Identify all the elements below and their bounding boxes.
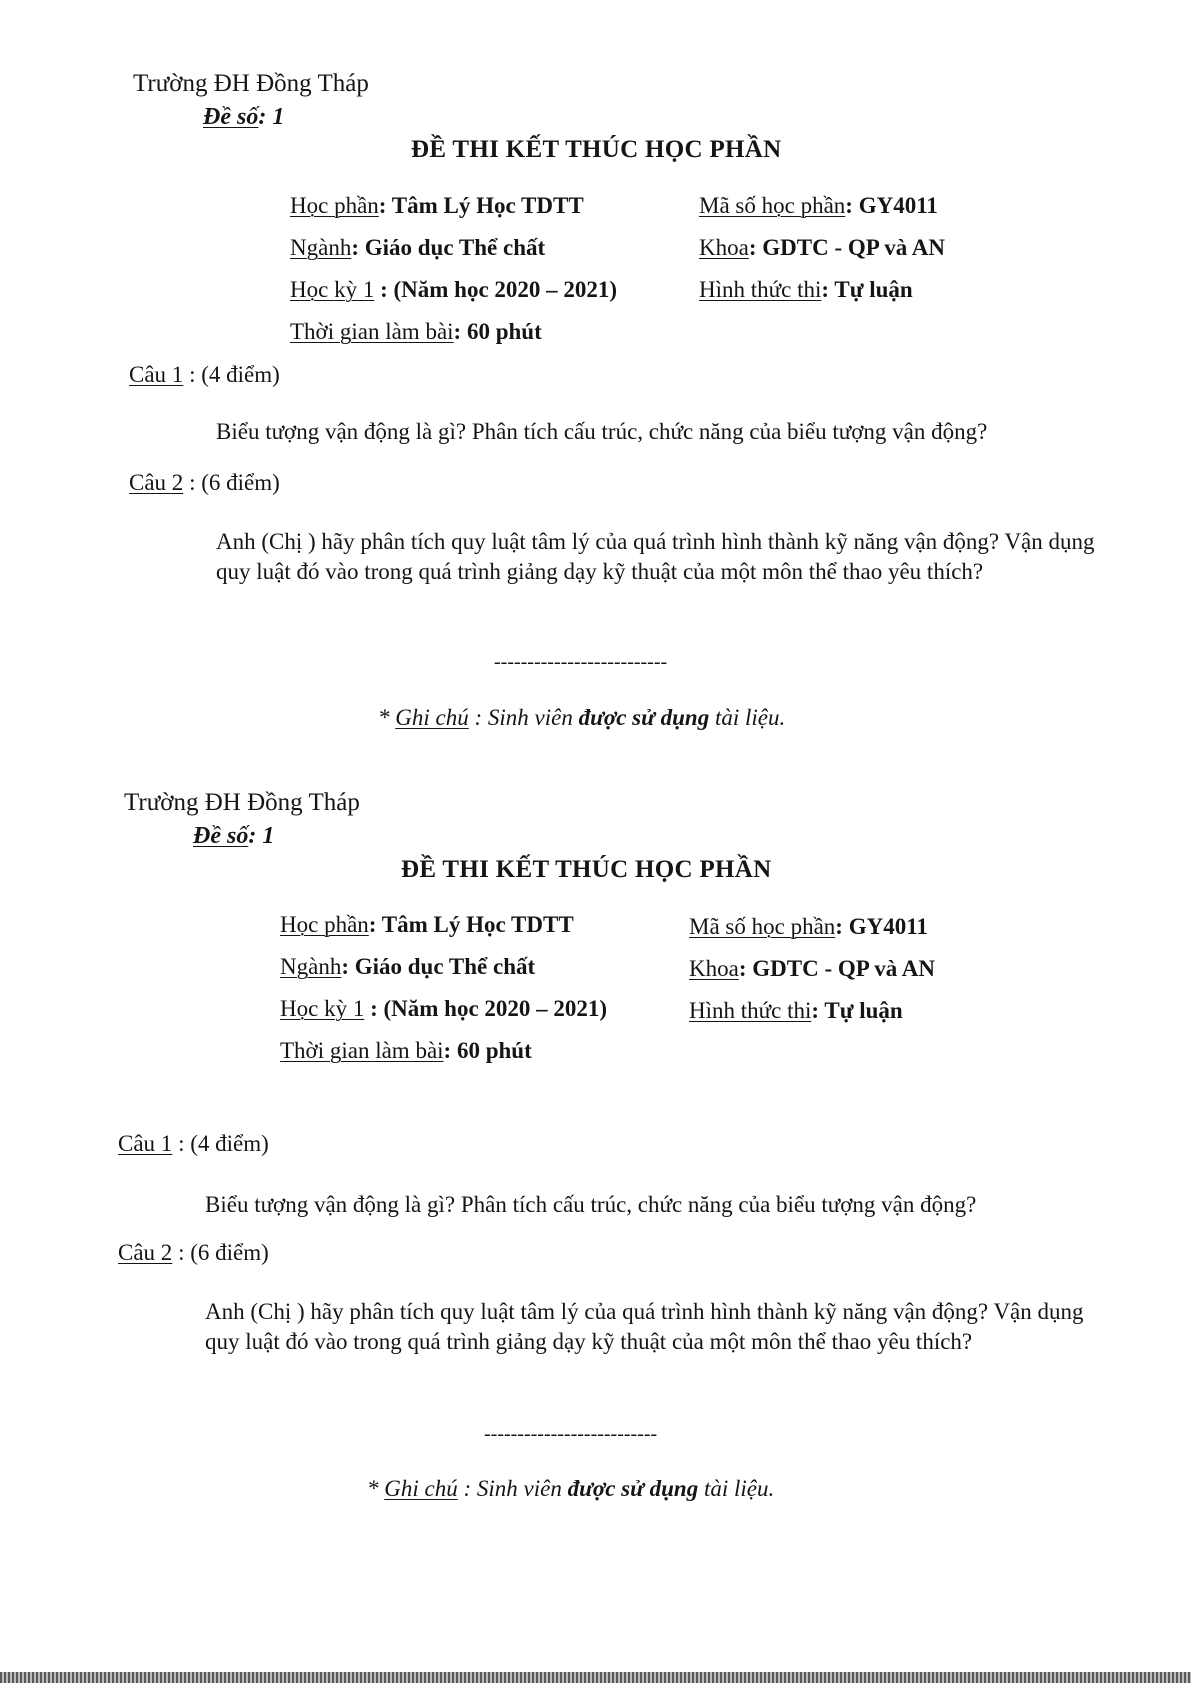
duration-row [280, 1038, 532, 1063]
exam-format-value: : Tự luận [811, 998, 903, 1023]
course-value: : Tâm Lý Học TDTT [368, 912, 574, 937]
course-code-value: : GY4011 [845, 193, 938, 218]
exam-number-value: : 1 [258, 104, 285, 130]
note-label: Ghi chú [395, 705, 469, 730]
scan-edge-strip [0, 1672, 1191, 1683]
separator-line: -------------------------- [494, 651, 668, 673]
major-value: : Giáo dục Thể chất [351, 235, 546, 260]
major-label: Ngành [280, 954, 342, 979]
question-1-points: : (4 điểm) [183, 362, 280, 387]
course-code-row [689, 914, 928, 939]
semester-value: : (Năm học 2020 – 2021) [364, 996, 608, 1021]
major-label: Ngành [290, 235, 352, 260]
question-1-label: Câu 1 [129, 362, 184, 387]
exam-title: ĐỀ THI KẾT THÚC HỌC PHẦN [411, 136, 782, 163]
exam-title: ĐỀ THI KẾT THÚC HỌC PHẦN [401, 856, 772, 883]
note-text-start: : Sinh viên [468, 705, 579, 730]
question-2-text: Anh (Chị ) hãy phân tích quy luật tâm lý của quá trình hình thành kỹ năng vận động? Vận dụng quy luật đó vào trong quá trình giảng dạy kỹ thuật của một môn thể thao yêu thích? [205, 1299, 1084, 1354]
question-1-text: Biểu tượng vận động là gì? Phân tích cấu trúc, chức năng của biểu tượng vận động? [216, 419, 988, 444]
course-row [280, 912, 574, 937]
duration-label: Thời gian làm bài [280, 1038, 444, 1063]
note-text-end: tài liệu. [698, 1476, 775, 1501]
school-name: Trường ĐH Đồng Tháp [133, 70, 369, 97]
separator-line: -------------------------- [484, 1423, 658, 1445]
question-1-heading [118, 1131, 269, 1156]
semester-label: Học kỳ 1 [290, 277, 375, 302]
duration-value: : 60 phút [453, 319, 542, 344]
note-bold: được sử dụng [578, 705, 710, 730]
question-2-text: Anh (Chị ) hãy phân tích quy luật tâm lý của quá trình hình thành kỹ năng vận động? Vận dụng quy luật đó vào trong quá trình giảng dạy kỹ thuật của một môn thể thao yêu thích? [216, 529, 1095, 584]
note-star: * [378, 705, 396, 730]
question-2-label: Câu 2 [129, 470, 184, 495]
duration-label: Thời gian làm bài [290, 319, 454, 344]
semester-value: : (Năm học 2020 – 2021) [374, 277, 618, 302]
course-code-value: : GY4011 [835, 914, 928, 939]
note-star: * [367, 1476, 385, 1501]
note-text-end: tài liệu. [709, 705, 786, 730]
faculty-label: Khoa [689, 956, 739, 981]
course-code-label: Mã số học phần [699, 193, 846, 218]
note-bold: được sử dụng [567, 1476, 699, 1501]
course-value: : Tâm Lý Học TDTT [378, 193, 584, 218]
note-line [367, 1476, 774, 1501]
major-row [280, 954, 535, 979]
faculty-label: Khoa [699, 235, 749, 260]
question-2-points: : (6 điểm) [183, 470, 280, 495]
major-value: : Giáo dục Thể chất [341, 954, 536, 979]
exam-format-label: Hình thức thi [689, 998, 812, 1023]
note-text-start: : Sinh viên [457, 1476, 568, 1501]
course-label: Học phần [290, 193, 379, 218]
semester-label: Học kỳ 1 [280, 996, 365, 1021]
question-2-points: : (6 điểm) [172, 1240, 269, 1265]
duration-value: : 60 phút [443, 1038, 532, 1063]
question-2-label: Câu 2 [118, 1240, 173, 1265]
exam-number-label: Đề số [193, 823, 249, 849]
question-1-label: Câu 1 [118, 1131, 173, 1156]
school-name: Trường ĐH Đồng Tháp [124, 789, 360, 816]
question-2-heading [118, 1240, 269, 1265]
exam-format-row [689, 998, 903, 1023]
exam-format-label: Hình thức thi [699, 277, 822, 302]
note-label: Ghi chú [384, 1476, 458, 1501]
faculty-row [689, 956, 935, 981]
question-1-points: : (4 điểm) [172, 1131, 269, 1156]
exam-format-value: : Tự luận [821, 277, 913, 302]
exam-number [193, 823, 274, 849]
course-label: Học phần [280, 912, 369, 937]
course-code-label: Mã số học phần [689, 914, 836, 939]
exam-number-value: : 1 [248, 823, 275, 849]
semester-row [280, 996, 607, 1021]
exam-number-label: Đề số [203, 104, 259, 130]
faculty-value: : GDTC - QP và AN [748, 235, 945, 260]
question-1-text: Biểu tượng vận động là gì? Phân tích cấu trúc, chức năng của biểu tượng vận động? [205, 1192, 977, 1217]
faculty-value: : GDTC - QP và AN [738, 956, 935, 981]
